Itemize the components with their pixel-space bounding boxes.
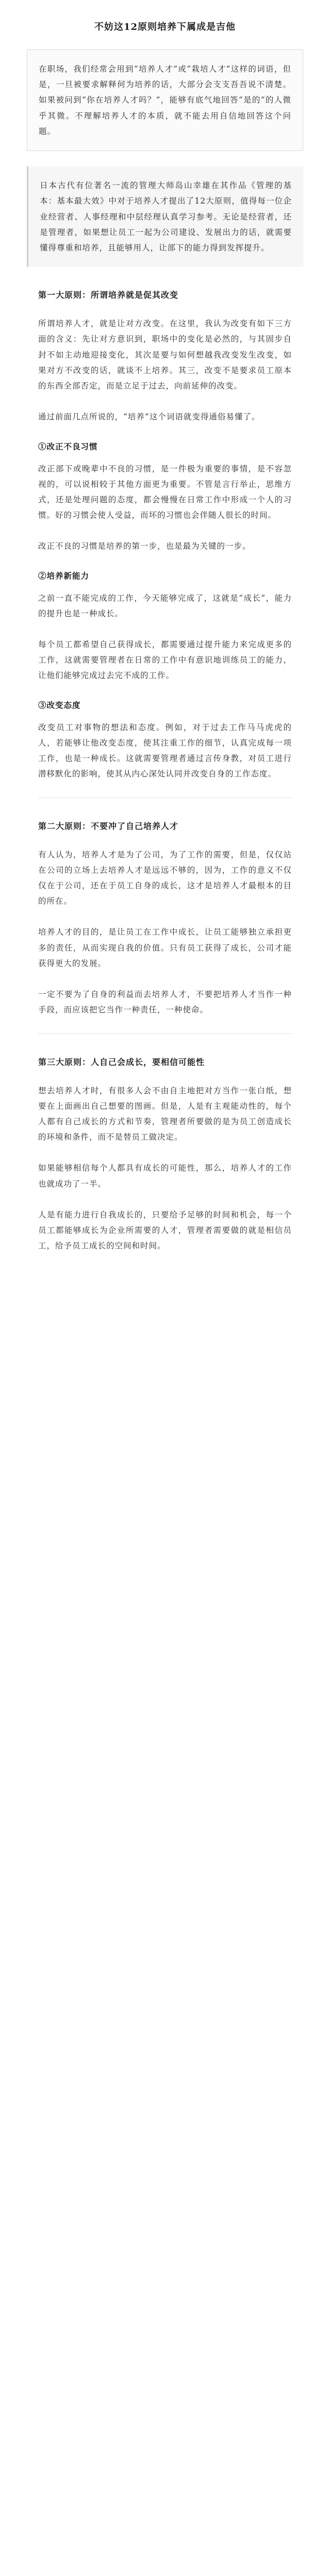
article-title: 不妨这12原则培养下属成是吉他 <box>94 22 236 32</box>
section-divider <box>38 1033 292 1034</box>
section-2-paragraph-3: 一定不要为了自身的利益而去培养人才，不要把培养人才当作一种手段，而应该把它当作一种责任，一种使命。 <box>38 990 292 1015</box>
section-1-sub-1-heading: ①改正不良习惯 <box>38 441 98 451</box>
intro-box: 在职场，我们经常会用到“培养人才”或“栽培人才”这样的词语，但是，一旦被要求解释何为培养的话，大部分会支支吾吾说不清楚。如果被问到“你在培养人才吗？”，能够有底气地回答“是的”的人微乎其微。不理解培养人才的本质，就不能去用自信地回答这个问题。 <box>27 49 303 151</box>
section-2-paragraph-1: 有人认为，培养人才是为了公司，为了工作的需要，但是，仅仅站在公司的立场上去培养人才是远远不够的，因为，工作的意义不仅仅在于公司，还在于员工自身的成长，这才是培养人才最根本的目的所在。 <box>38 850 292 906</box>
section-2-paragraph-2: 培养人才的目的，是让员工在工作中成长，让员工能够独立承担更多的责任，从而实现自我的价值。只有员工获得了成长，公司才能获得更大的发展。 <box>38 927 292 968</box>
section-1-sub-2-heading: ②培养新能力 <box>38 570 90 581</box>
section-3-heading: 第三大原则：人自己会成长，要相信可能性 <box>38 1057 205 1067</box>
section-3-paragraph-1: 想去培养人才时，有很多人会不由自主地把对方当作一张白纸，想要在上面画出自己想要的图画。但是，人是有主观能动性的，每个人都有自己成长的方式和节奏，管理者所要做的是为员工创造成长的环境和条件，而不是替员工做决定。 <box>38 1086 292 1142</box>
section-1-sub-1-paragraph-2: 改正不良的习惯是培养的第一步，也是最为关键的一步。 <box>38 541 251 551</box>
section-1-heading: 第一大原则：所谓培养就是促其改变 <box>38 290 179 300</box>
section-1-sub-1-paragraph-1: 改正部下或晚辈中不良的习惯，是一件极为重要的事情，是不容忽视的，可以说相较于其他方面更为重要。不管是言行举止，思维方式，还是处理问题的态度，都会慢慢在日常工作中形成一个人的习惯。好的习惯会使人受益，而坏的习惯也会伴随人很长的时间。 <box>38 464 292 520</box>
section-3-paragraph-3: 人是有能力进行自我成长的，只要给予足够的时间和机会，每一个员工都能够成长为企业所需要的人才，管理者需要做的就是相信员工，给予员工成长的空间和时间。 <box>38 1210 292 1251</box>
preface-box: 日本古代有位著名一流的管理大师岛山幸雄在其作品《管理的基本：基本最大效》中对于培养人才提出了12大原则，值得每一位企业经营者、人事经理和中层经理认真学习参考。无论是经营者，还是管理者，如果想让员工一起为公司建设、发展出力的话，就需要懂得尊重和培养，且能够用人，让部下的能力得到发挥提升。 <box>27 166 303 267</box>
section-1-sub-3-paragraph-1: 改变员工对事物的想法和态度。例如，对于过去工作马马虎虎的人，若能够让他改变态度，使其注重工作的细节，认真完成每一项工作，也是一种成长。这就需要管理者通过言传身教，对员工进行潜移默化的影响，使其从内心深处认同并改变自身的工作态度。 <box>38 722 292 779</box>
section-1-paragraph-2: 通过前面几点所说的，“培养”这个词语就变得通俗易懂了。 <box>38 412 260 422</box>
section-1-sub-2-paragraph-2: 每个员工都希望自己获得成长，都需要通过提升能力来完成更多的工作，这就需要管理者在日常的工作中有意识地训练员工的能力，让他们能够完成过去完不成的工作。 <box>38 640 292 681</box>
section-1-sub-3-heading: ③改变态度 <box>38 700 81 710</box>
section-1-paragraph-1: 所谓培养人才，就是让对方改变。在这里，我认为改变有如下三方面的含义：先让对方意识到，职场中的变化是必然的，与其固步自封不如主动地迎接变化，其次是要与如何想越我改变发生改变，如果对方不改变的话，就谈不上培养。其三，改变不是要求员工原本的东西全部否定，而是立足于过去，向前延伸的改变。 <box>38 319 292 391</box>
section-1-sub-2-paragraph-1: 之前一直不能完成的工作，今天能够完成了，这就是“成长”，能力的提升也是一种成长。 <box>38 593 292 618</box>
section-2-heading: 第二大原则：不要冲了自己培养人才 <box>38 821 179 831</box>
section-3-paragraph-2: 如果能够相信每个人都具有成长的可能性，那么，培养人才的工作也就成功了一半。 <box>38 1163 292 1189</box>
